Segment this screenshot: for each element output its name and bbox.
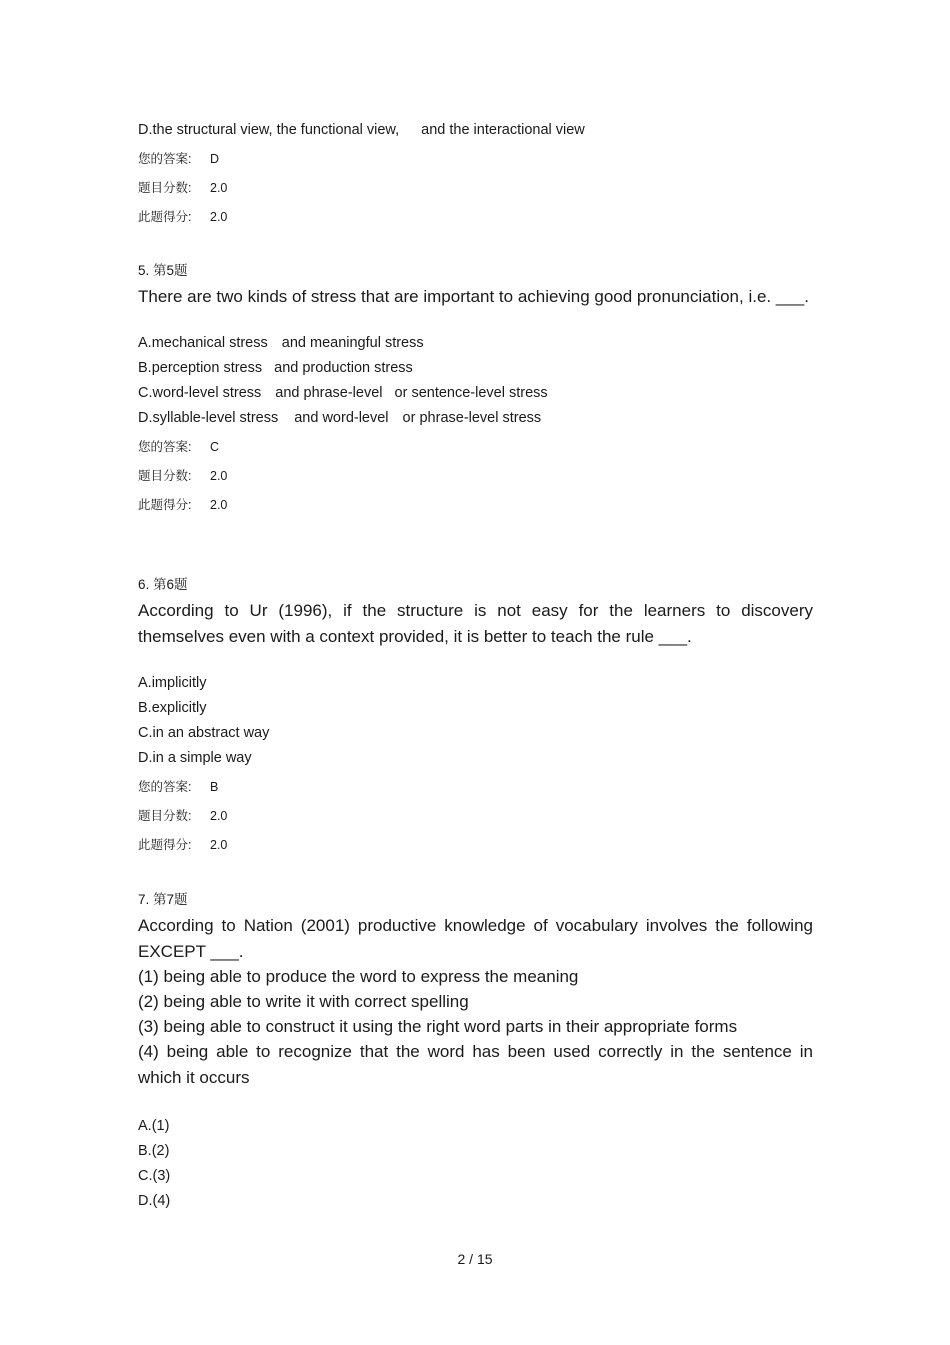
earned-score-row: 此题得分: 2.0 xyxy=(138,497,228,512)
question-stem: According to Ur (1996), if the structure is not easy for the learners to discovery themselves even with a context provided, it is better to teach the rule ___. xyxy=(138,601,813,646)
question-5 xyxy=(138,258,813,520)
option-c: C.word-level stress and phrase-level or sentence-level stress xyxy=(138,384,548,401)
prev-question-tail xyxy=(138,118,813,232)
question-stem: According to Nation (2001) productive knowledge of vocabulary involves the following EXCEPT ___. xyxy=(138,916,813,961)
option-b: B.explicitly xyxy=(138,700,207,716)
your-answer-row: 您的答案: B xyxy=(138,780,219,794)
list-item: (3) being able to construct it using the right word parts in their appropriate forms xyxy=(138,1017,738,1036)
list-item: (4) being able to recognize that the word has been used correctly in the sentence in which it occurs xyxy=(138,1042,813,1087)
list-item: (1) being able to produce the word to express the meaning xyxy=(138,967,579,986)
earned-score-row: 此题得分: 2.0 xyxy=(138,210,228,224)
option-c: C.in an abstract way xyxy=(138,725,270,741)
list-item: (2) being able to write it with correct spelling xyxy=(138,992,469,1011)
question-number: 6. 第6题 xyxy=(138,577,188,592)
option-a: A.(1) xyxy=(138,1118,170,1134)
question-stem: There are two kinds of stress that are important to achieving good pronunciation, i.e. ___. xyxy=(138,287,809,306)
option-a: A.implicitly xyxy=(138,675,207,691)
option-d: D.(4) xyxy=(138,1193,171,1209)
question-number: 7. 第7题 xyxy=(138,892,188,907)
question-score-row: 题目分数: 2.0 xyxy=(138,468,228,483)
option-a: A.mechanical stress and meaningful stress xyxy=(138,334,424,351)
question-score-row: 题目分数: 2.0 xyxy=(138,181,228,195)
option-d: D.the structural view, the functional view, and the interactional view xyxy=(138,122,585,138)
question-score-row: 题目分数: 2.0 xyxy=(138,809,228,823)
question-6 xyxy=(138,572,813,860)
page-number: 2 / 15 xyxy=(457,1251,493,1267)
option-d: D.syllable-level stress and word-level or phrase-level stress xyxy=(138,409,542,426)
option-b: B.perception stress and production stress xyxy=(138,359,413,376)
question-7 xyxy=(138,887,813,1214)
your-answer-row: 您的答案: D xyxy=(138,152,220,166)
your-answer-row: 您的答案: C xyxy=(138,439,220,454)
option-c: C.(3) xyxy=(138,1168,171,1184)
question-number: 5. 第5题 xyxy=(138,263,188,278)
option-d: D.in a simple way xyxy=(138,750,252,766)
option-b: B.(2) xyxy=(138,1143,170,1159)
earned-score-row: 此题得分: 2.0 xyxy=(138,838,228,852)
